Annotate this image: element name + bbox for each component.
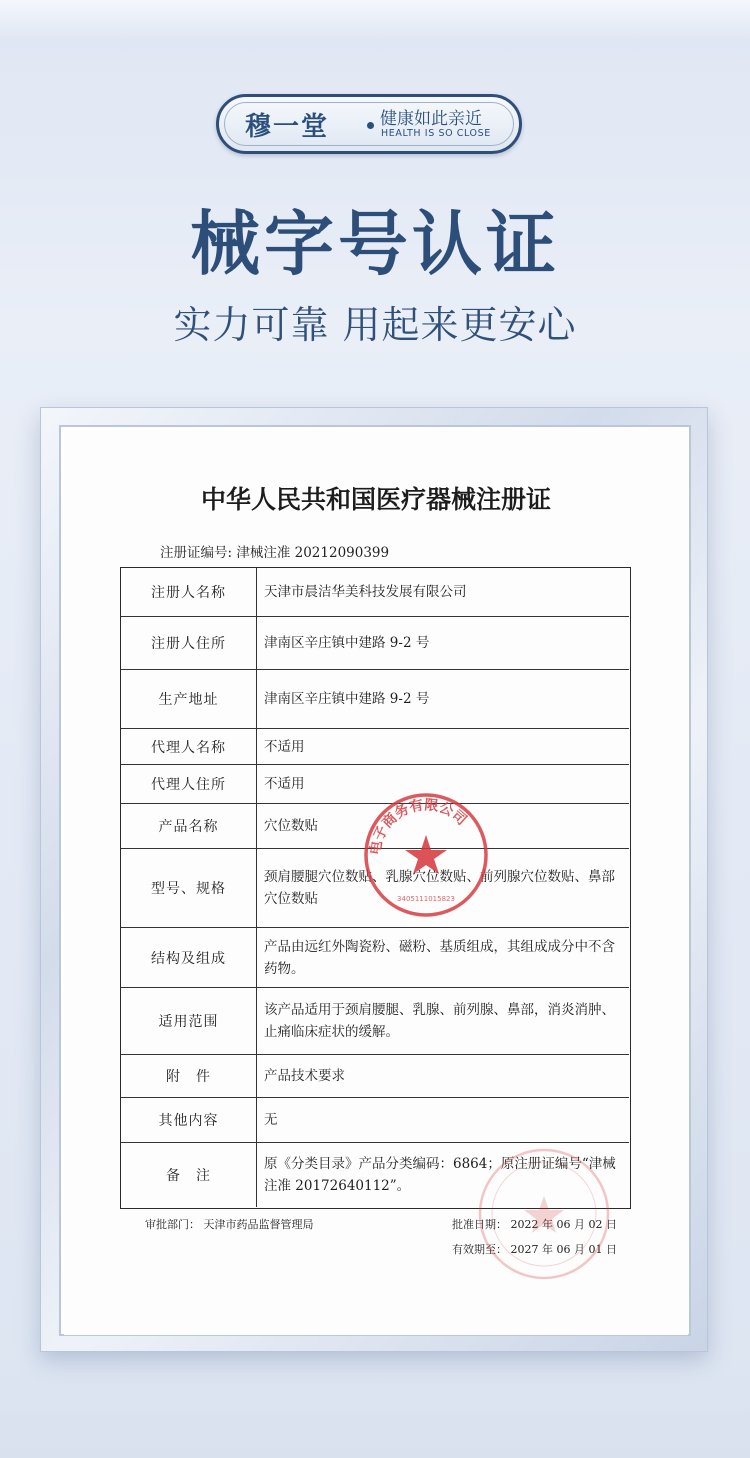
valid-until-date: 有效期至： 2027 年 06 月 01 日 [452,1243,617,1256]
gov-seal-star-icon [524,1196,564,1233]
row-value: 不适用 [264,776,305,792]
row-value: 产品技术要求 [264,1068,345,1084]
row-label: 适用范围 [121,988,257,1054]
seal-number: 3405111015823 [397,895,455,903]
row-value: 天津市晨洁华美科技发展有限公司 [264,584,467,600]
row-value: 不适用 [264,738,305,755]
background-sheen [0,0,750,40]
brand-slogan-cn: 健康如此亲近 [380,109,482,129]
seal-company-text: 电子商务有限公司 [367,797,470,857]
seal-star-icon [405,835,447,874]
table-row [121,1055,629,1098]
table-row [121,568,629,617]
table-row [121,729,629,765]
row-value: 津南区辛庄镇中建路 9-2 号 [264,691,430,707]
row-label: 代理人住所 [121,765,257,803]
row-value: 产品由远红外陶瓷粉、磁粉、基质组成，其组成成分中不含药物。 [264,938,615,977]
row-label: 注册人名称 [121,568,257,616]
company-seal-stamp [362,791,490,919]
table-row [121,988,629,1055]
approval-department: 审批部门： 天津市药品监督管理局 [145,1218,314,1231]
row-value: 颈肩腰腿穴位数贴、乳腺穴位数贴、前列腺穴位数贴、鼻部穴位数贴 [264,869,615,907]
table-row [121,617,629,670]
table-row [121,1098,629,1143]
row-value: 无 [264,1112,278,1128]
row-label: 备 注 [121,1143,257,1207]
table-row [121,928,629,988]
government-seal-stamp [474,1144,614,1284]
row-value: 该产品适用于颈肩腰腿、乳腺、前列腺、鼻部，消炎消肿、止痛临床症状的缓解。 [264,1002,615,1040]
brand-separator-dot [367,122,374,129]
row-label: 型号、规格 [121,849,257,927]
registration-number: 注册证编号: 津械注准 20212090399 [160,545,390,561]
background-bottom-fade [0,1352,750,1458]
row-label: 生产地址 [121,670,257,728]
approval-date: 批准日期： 2022 年 06 月 02 日 [452,1218,617,1231]
row-label: 代理人名称 [121,729,257,764]
page-subtitle: 实力可靠 用起来更安心 [173,303,577,347]
row-value: 原《分类目录》产品分类编码：6864；原注册证编号“津械注准 20172640112”。 [264,1156,616,1194]
row-label: 其他内容 [121,1098,257,1142]
row-label: 结构及组成 [121,928,257,987]
table-row [121,670,629,729]
brand-badge [216,94,522,154]
row-label: 产品名称 [121,804,257,848]
row-value: 津南区辛庄镇中建路 9-2 号 [264,635,430,651]
row-label: 附 件 [121,1055,257,1097]
row-value: 穴位数贴 [264,818,318,834]
row-label: 注册人住所 [121,617,257,669]
certificate-title: 中华人民共和国医疗器械注册证 [200,485,551,514]
brand-name: 穆一堂 [245,112,330,142]
brand-slogan-en: HEALTH IS SO CLOSE [381,128,491,139]
page-title: 械字号认证 [190,203,560,285]
